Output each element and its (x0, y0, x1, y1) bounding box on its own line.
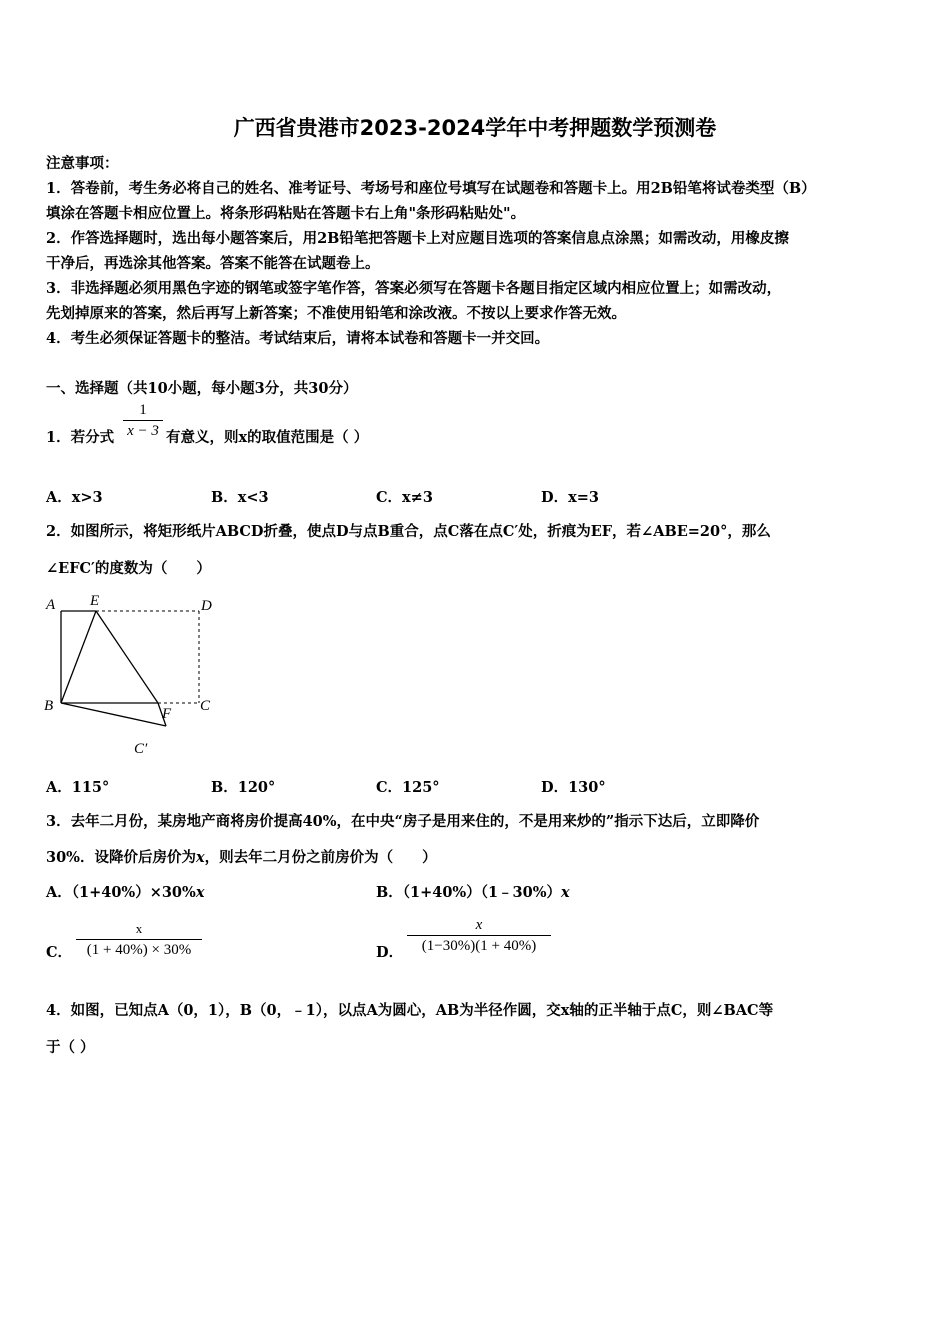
q1-suffix: 有意义，则x的取值范围是（ ） (166, 429, 369, 446)
q3-option-a-var: x (195, 884, 205, 901)
q3-line2 (46, 846, 437, 867)
q4-line2: 于（ ） (46, 1039, 95, 1056)
q3-option-c-denominator: (1 + 40%) × 30% (76, 939, 202, 960)
q1-option-a: A．x>3 (46, 489, 103, 506)
q2-label-f: F (162, 706, 172, 722)
notice-line: 干净后，再选涂其他答案。答案不能答在试题卷上。 (46, 255, 380, 272)
q3-option-d-denominator: (1−30%)(1 + 40%) (407, 935, 551, 956)
q1-option-b: B．x<3 (211, 489, 269, 506)
q3-option-a (46, 881, 204, 902)
q2-edge-be (61, 611, 96, 703)
q3-option-b-text: B．（1+40%）（1﹣30%） (376, 884, 561, 901)
q3-option-c-label: C． (46, 944, 73, 961)
q3-option-d-label: D． (376, 944, 404, 961)
q3-option-a-text: A．（1+40%）×30% (46, 884, 196, 901)
q2-option-c: C．125° (376, 779, 440, 796)
q2-option-b: B．120° (211, 779, 276, 796)
q3-variable: x (195, 849, 205, 866)
q1-option-c: C．x≠3 (376, 489, 433, 506)
q1-fraction (123, 400, 163, 441)
q2-label-b: B (44, 698, 54, 714)
notice-heading: 注意事项： (46, 155, 119, 172)
q2-figure (40, 590, 230, 760)
q3-option-d-numerator: x (475, 917, 483, 933)
q3-line1: 3．去年二月份，某房地产商将房价提高40%，在中央“房子是用来住的，不是用来炒的”指示下达后，立即降价 (46, 813, 760, 830)
q2-option-d: D．130° (541, 779, 606, 796)
notice-line: 4．考生必须保证答题卡的整洁。考试结束后，请将本试卷和答题卡一并交回。 (46, 330, 550, 347)
q2-line2: ∠EFC′的度数为（ ） (46, 560, 211, 577)
notice-line: 1．答卷前，考生务必将自己的姓名、准考证号、考场号和座位号填写在试题卷和答题卡上。用2B铅笔将试卷类型（B） (46, 180, 816, 197)
notice-line: 3．非选择题必须用黑色字迹的钢笔或签字笔作答，答案必须写在答题卡各题目指定区域内相应位置上；如需改动， (46, 280, 782, 297)
q1-option-d: D．x=3 (541, 489, 599, 506)
page-title: 广西省贵港市2023-2024学年中考押题数学预测卷 (233, 116, 717, 140)
q2-label-a: A (46, 597, 56, 613)
q1-fraction-numerator: 1 (139, 402, 147, 418)
q3-line2-b: ，则去年二月份之前房价为（ ） (204, 849, 437, 866)
section-heading: 一、选择题（共10小题，每小题3分，共30分） (46, 380, 358, 397)
q2-label-e: E (90, 593, 100, 609)
q3-option-c-numerator: x (135, 921, 143, 936)
q1-prefix: 1．若分式 (46, 429, 115, 446)
q2-label-c-prime: C′ (134, 741, 148, 757)
q2-label-d: D (201, 598, 212, 614)
notice-line: 先划掉原来的答案，然后再写上新答案；不准使用铅笔和涂改液。不按以上要求作答无效。 (46, 305, 626, 322)
notice-line: 填涂在答题卡相应位置上。将条形码粘贴在答题卡右上角"条形码粘贴处"。 (46, 205, 526, 222)
q3-option-d-fraction (407, 915, 551, 956)
q2-option-a: A．115° (46, 779, 110, 796)
q3-line2-a: 30%．设降价后房价为 (46, 849, 196, 866)
q2-crease-ef (96, 611, 158, 703)
q3-option-c-fraction (76, 919, 202, 960)
q1-fraction-denominator: x − 3 (123, 420, 163, 441)
q3-option-b (376, 881, 570, 902)
notice-line: 2．作答选择题时，选出每小题答案后，用2B铅笔把答题卡上对应题目选项的答案信息点涂黑；如需改动，用橡皮擦 (46, 230, 789, 247)
q3-option-b-var: x (561, 884, 570, 901)
q4-line1: 4．如图，已知点A（0，1），B（0，﹣1），以点A为圆心，AB为半径作圆，交x轴的正半轴于点C，则∠BAC等 (46, 1002, 774, 1019)
q2-line1: 2．如图所示，将矩形纸片ABCD折叠，使点D与点B重合，点C落在点C′处，折痕为EF，若∠ABE=20°，那么 (46, 523, 771, 540)
q2-edge-bcp (61, 703, 166, 726)
q2-label-c: C (200, 698, 211, 714)
